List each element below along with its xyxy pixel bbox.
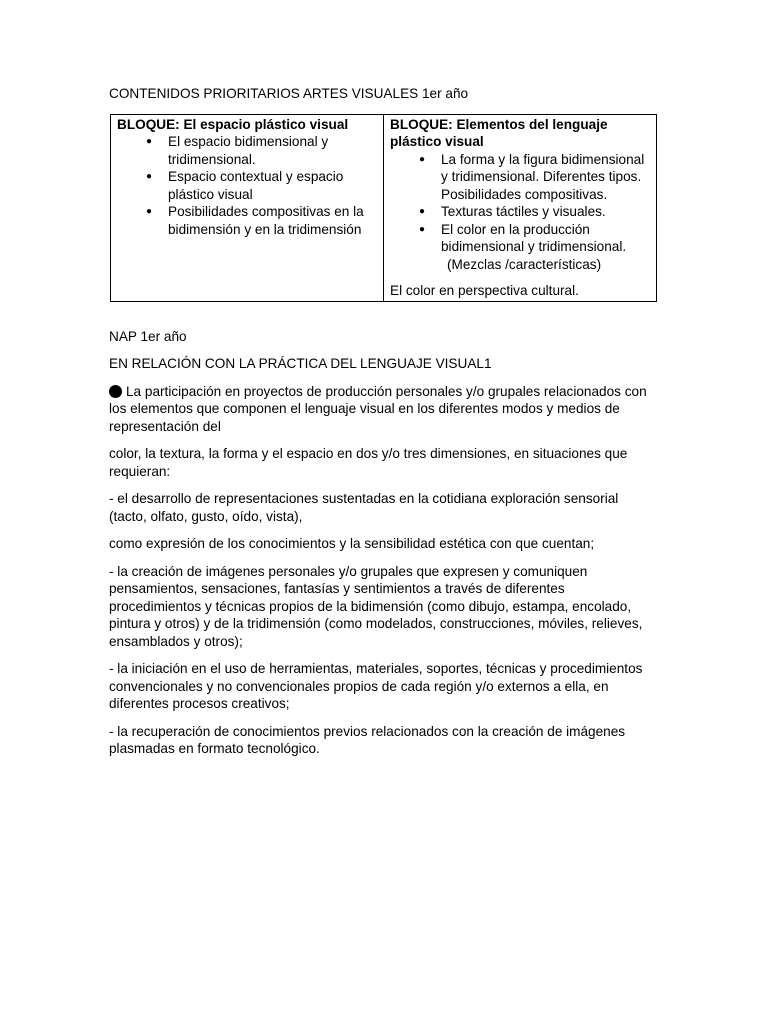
block-right-list: [390, 151, 651, 256]
bullet-dot-icon: [109, 385, 122, 398]
nap-heading: NAP 1er año: [109, 328, 187, 344]
list-item: ● El espacio bidimensional y tridimensional.: [168, 133, 378, 168]
paragraph: - la iniciación en el uso de herramientas, materiales, soportes, técnicas y procedimientos convencionales y no convencionales propios de cada región y/o externos a ella, en diferentes procesos creativos;: [109, 661, 643, 711]
content-blocks-table: [110, 114, 657, 302]
paragraph: - el desarrollo de representaciones sustentadas en la cotidiana exploración sensorial (tacto, olfato, gusto, oído, vista),: [109, 491, 619, 524]
paragraph-text: La participación en proyectos de producción personales y/o grupales relacionados con los elementos que componen el lenguaje visual en los diferentes modos y medios de representación del: [109, 383, 647, 434]
block-right-heading: BLOQUE: Elementos del lenguaje plástico visual: [390, 116, 608, 149]
list-item: ● Posibilidades compositivas en la bidimensión y en la tridimensión: [168, 203, 378, 238]
block-right-cell: [384, 114, 657, 301]
paragraph: [109, 383, 659, 436]
block-left-heading: BLOQUE: El espacio plástico visual: [117, 116, 349, 132]
block-right-note: (Mezclas /características): [447, 256, 602, 272]
paragraph: - la recuperación de conocimientos previos relacionados con la creación de imágenes plasmadas en formato tecnológico.: [109, 723, 626, 756]
section-heading: EN RELACIÓN CON LA PRÁCTICA DEL LENGUAJE VISUAL1: [109, 356, 492, 371]
block-left-list: [117, 133, 378, 238]
document-title: CONTENIDOS PRIORITARIOS ARTES VISUALES 1er año: [109, 86, 469, 101]
list-item: ● Espacio contextual y espacio plástico visual: [168, 168, 378, 203]
block-right-footer: El color en perspectiva cultural.: [390, 283, 579, 298]
paragraph: - la creación de imágenes personales y/o grupales que expresen y comuniquen pensamientos, sensaciones, fantasías y sentimientos a través de diferentes procedimientos y técnicas propios de la bidimensión (como dibujo, estampa, encolado, pintura y otros) y de la tridimensión (como modelados, construcciones, móviles, relieves, ensamblados y otros);: [109, 563, 643, 649]
list-item: ● El color en la producción bidimensional y tridimensional.: [441, 221, 651, 256]
block-left-cell: [111, 114, 384, 301]
list-item: ● Texturas táctiles y visuales.: [441, 203, 651, 221]
paragraph: como expresión de los conocimientos y la sensibilidad estética con que cuentan;: [109, 536, 595, 551]
table-row: [111, 114, 657, 301]
document-page: [109, 85, 659, 768]
list-item: ● La forma y la figura bidimensional y tridimensional. Diferentes tipos. Posibilidades compositivas.: [441, 151, 651, 204]
paragraph: color, la textura, la forma y el espacio en dos y/o tres dimensiones, en situaciones que requieran:: [109, 446, 628, 479]
